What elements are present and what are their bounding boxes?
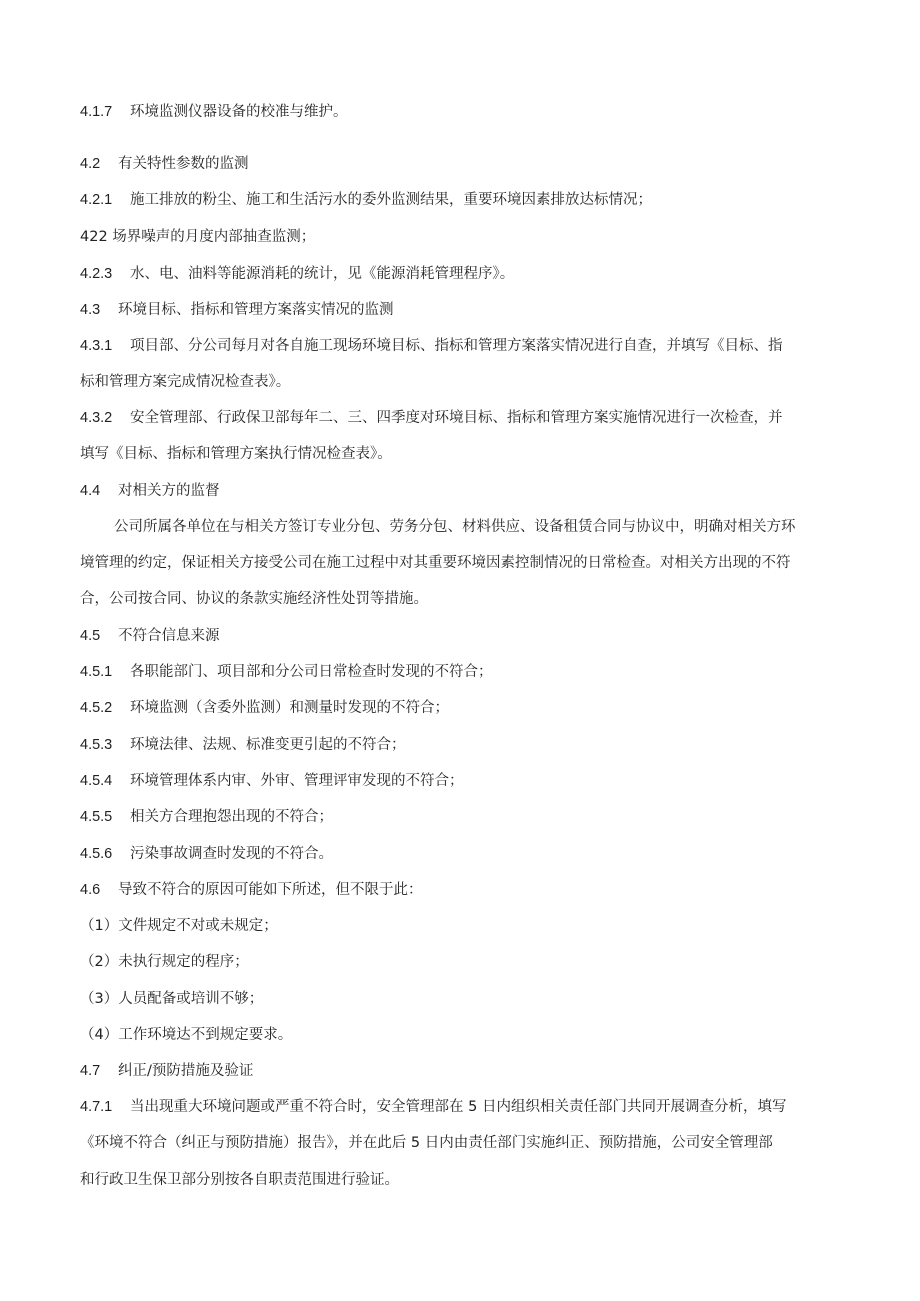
section-number: 4.2 bbox=[80, 156, 101, 172]
clause-4-2-1 bbox=[80, 190, 840, 210]
section-number: 4.7 bbox=[80, 1063, 101, 1079]
clause-number: 4.1.7 bbox=[80, 104, 113, 120]
clause-4-7-1-cont-2 bbox=[80, 1170, 840, 1190]
section-heading: 导致不符合的原因可能如下所述，但不限于此： bbox=[118, 882, 423, 898]
clause-number: 4.2.3 bbox=[80, 266, 113, 282]
clause-number: 4.5.2 bbox=[80, 700, 113, 716]
section-heading: 纠正/预防措施及验证 bbox=[118, 1063, 254, 1079]
clause-text: 施工排放的粉尘、施工和生活污水的委外监测结果，重要环境因素排放达标情况； bbox=[130, 192, 652, 208]
section-4-2 bbox=[80, 154, 840, 174]
section-heading: 不符合信息来源 bbox=[118, 628, 220, 644]
clause-4-5-3 bbox=[80, 735, 840, 755]
clause-4-3-2 bbox=[80, 408, 840, 428]
list-item-text: （3）人员配备或培训不够； bbox=[80, 991, 264, 1007]
clause-text: 填写《目标、指标和管理方案执行情况检查表》。 bbox=[80, 446, 392, 462]
section-heading: 对相关方的监督 bbox=[118, 483, 220, 499]
cause-item-3 bbox=[80, 989, 840, 1009]
clause-number: 4.5.1 bbox=[80, 664, 113, 680]
clause-text: 相关方合理抱怨出现的不符合； bbox=[130, 809, 333, 825]
clause-number: 4.5.6 bbox=[80, 846, 113, 862]
clause-text: 和行政卫生保卫部分别按各自职责范围进行验证。 bbox=[80, 1172, 399, 1188]
clause-number: 4.2.1 bbox=[80, 192, 113, 208]
clause-4-3-2-cont bbox=[80, 444, 840, 464]
clause-4-5-4 bbox=[80, 771, 840, 791]
clause-number: 4.3.1 bbox=[80, 338, 113, 354]
clause-text: 水、电、油料等能源消耗的统计，见《能源消耗管理程序》。 bbox=[130, 266, 515, 282]
clause-4-5-5 bbox=[80, 807, 840, 827]
clause-text: 环境法律、法规、标准变更引起的不符合； bbox=[130, 737, 406, 753]
clause-text: 各职能部门、项目部和分公司日常检查时发现的不符合； bbox=[130, 664, 493, 680]
clause-4-3-1-cont bbox=[80, 372, 840, 392]
clause-text: 污染事故调查时发现的不符合。 bbox=[130, 846, 333, 862]
clause-text: 《环境不符合（纠正与预防措施）报告》，并在此后 5 日内由责任部门实施纠正、预防措施，公司安全管理部 bbox=[80, 1135, 773, 1151]
clause-4-1-7 bbox=[80, 102, 840, 122]
clause-text: 当出现重大环境问题或严重不符合时，安全管理部在 5 日内组织相关责任部门共同开展调查分析，填写 bbox=[130, 1099, 787, 1115]
section-4-4 bbox=[80, 481, 840, 501]
clause-4-5-2 bbox=[80, 698, 840, 718]
cause-item-1 bbox=[80, 916, 840, 936]
section-4-3 bbox=[80, 300, 840, 320]
clause-4-3-1 bbox=[80, 336, 840, 356]
paragraph-text: 境管理的约定，保证相关方接受公司在施工过程中对其重要环境因素控制情况的日常检查。对相关方出现的不符 bbox=[80, 555, 791, 571]
clause-number: 4.7.1 bbox=[80, 1099, 113, 1115]
clause-4-7-1-cont-1 bbox=[80, 1133, 840, 1153]
clause-4-2-2 bbox=[80, 227, 840, 247]
section-number: 4.6 bbox=[80, 882, 101, 898]
list-item-text: （2）未执行规定的程序； bbox=[80, 954, 249, 970]
clause-text: 环境管理体系内审、外审、管理评审发现的不符合； bbox=[130, 773, 464, 789]
cause-item-2 bbox=[80, 952, 840, 972]
section-number: 4.5 bbox=[80, 628, 101, 644]
section-number: 4.4 bbox=[80, 483, 101, 499]
clause-text: 项目部、分公司每月对各自施工现场环境目标、指标和管理方案落实情况进行自查，并填写《目标、指 bbox=[130, 338, 783, 354]
section-4-5 bbox=[80, 626, 840, 646]
clause-text: 422 场界噪声的月度内部抽查监测； bbox=[80, 229, 316, 245]
clause-4-2-3 bbox=[80, 264, 840, 284]
clause-text: 安全管理部、行政保卫部每年二、三、四季度对环境目标、指标和管理方案实施情况进行一次检查，并 bbox=[130, 410, 783, 426]
section-4-7 bbox=[80, 1061, 840, 1081]
clause-number: 4.5.3 bbox=[80, 737, 113, 753]
clause-text: 环境监测仪器设备的校准与维护。 bbox=[130, 104, 348, 120]
cause-item-4 bbox=[80, 1025, 840, 1045]
section-4-6 bbox=[80, 880, 840, 900]
clause-number: 4.5.4 bbox=[80, 773, 113, 789]
paragraph-4-4-line-1 bbox=[80, 517, 874, 537]
clause-number: 4.3.2 bbox=[80, 410, 113, 426]
clause-number: 4.5.5 bbox=[80, 809, 113, 825]
list-item-text: （1）文件规定不对或未规定； bbox=[80, 918, 278, 934]
clause-4-7-1 bbox=[80, 1097, 840, 1117]
paragraph-4-4-line-3 bbox=[80, 589, 840, 609]
section-heading: 环境目标、指标和管理方案落实情况的监测 bbox=[118, 302, 394, 318]
paragraph-text: 合，公司按合同、协议的条款实施经济性处罚等措施。 bbox=[80, 591, 428, 607]
clause-text: 标和管理方案完成情况检查表》。 bbox=[80, 374, 291, 390]
paragraph-text: 公司所属各单位在与相关方签订专业分包、劳务分包、材料供应、设备租赁合同与协议中，明确对相关方环 bbox=[114, 519, 796, 535]
section-heading: 有关特性参数的监测 bbox=[118, 156, 249, 172]
clause-4-5-1 bbox=[80, 662, 840, 682]
list-item-text: （4）工作环境达不到规定要求。 bbox=[80, 1027, 293, 1043]
paragraph-4-4-line-2 bbox=[80, 553, 840, 573]
clause-text: 环境监测（含委外监测）和测量时发现的不符合； bbox=[130, 700, 449, 716]
section-number: 4.3 bbox=[80, 302, 101, 318]
clause-4-5-6 bbox=[80, 844, 840, 864]
